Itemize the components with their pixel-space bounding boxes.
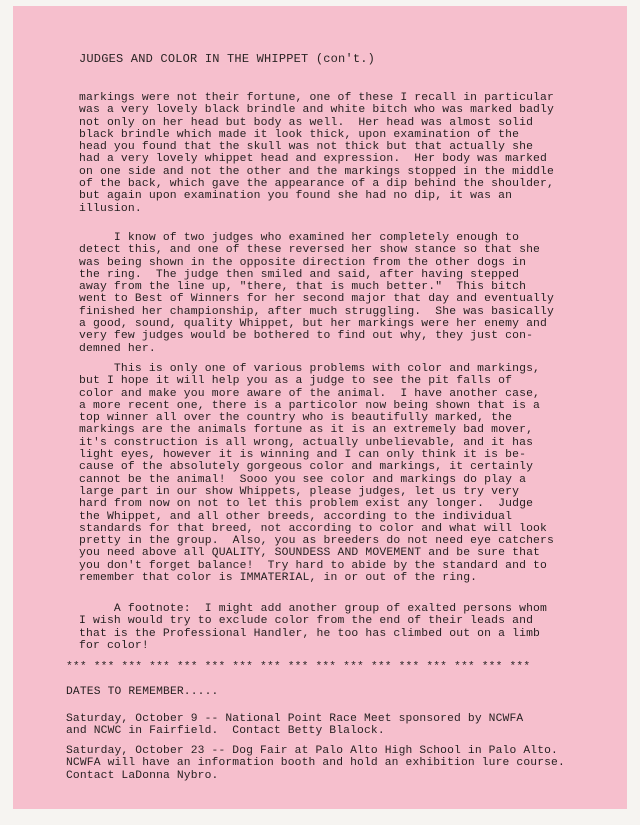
text-line: finished her championship, after much struggling. She was basically: [79, 305, 555, 318]
text-line: remember that color is IMMATERIAL, in or out of the ring.: [79, 572, 478, 585]
text-line: the ring. The judge then smiled and said, after having stepped: [79, 268, 520, 281]
text-line: markings are the animals fortune as it is an extremely bad mover,: [79, 424, 534, 437]
text-line: on one side and not the other and the markings stopped in the middle: [79, 165, 555, 178]
paragraph-4: [79, 603, 619, 652]
text-line: you need above all QUALITY, SOUNDESS AND MOVEMENT and be sure that: [79, 547, 541, 560]
text-line: pretty in the group. Also, you as breeders do not need eye catchers: [79, 535, 555, 548]
text-line: you don't forget balance! Try hard to abide by the standard and to: [79, 559, 548, 572]
text-line: but I hope it will help you as a judge to see the pit falls of: [79, 375, 513, 388]
text-line: not only on her head but body as well. Her head was almost solid: [79, 116, 534, 129]
text-line: had a very lovely whippet head and expression. Her body was marked: [79, 153, 548, 166]
text-line: of the back, which gave the appearance of a dip behind the shoulder,: [79, 178, 555, 191]
text-line: A footnote: I might add another group of exalted persons whom: [79, 603, 548, 615]
event-2: [66, 745, 626, 782]
text-line: cause of the absolutely gorgeous color and markings, it certainly: [79, 461, 534, 474]
text-line: hard from now on not to let this problem exist any longer. Judge: [79, 498, 534, 511]
text-line: went to Best of Winners for her second major that day and eventually: [79, 293, 555, 306]
paragraph-3: [79, 363, 619, 584]
event-line: Contact LaDonna Nybro.: [66, 769, 219, 782]
text-line: it's construction is all wrong, actually unbelievable, and it has: [79, 436, 534, 449]
text-line: top winner all over the country who is beautifully marked, the: [79, 412, 513, 425]
text-line: black brindle which made it look thick, upon examination of the: [79, 128, 520, 141]
text-line: a more recent one, there is a particolor now being shown that is a: [79, 399, 541, 412]
event-line: Saturday, October 9 -- National Point Race Meet sponsored by NCWFA: [66, 713, 524, 725]
text-line: for color!: [79, 639, 149, 652]
text-line: the Whippet, and all other breeds, according to the individual: [79, 510, 513, 523]
dates-title: DATES TO REMEMBER.....: [66, 686, 219, 698]
text-line: I wish would try to exclude color from the end of their leads and: [79, 615, 534, 628]
text-line: standards for that breed, not according to color and what will look: [79, 522, 548, 535]
text-line: but again upon examination you found she had no dip, it was an: [79, 190, 513, 203]
document-page: [13, 6, 627, 809]
text-line: color and make you more aware of the animal. I have another case,: [79, 387, 541, 400]
separator-stars: [66, 661, 626, 673]
event-line: NCWFA will have an information booth and hold an exhibition lure course.: [66, 757, 565, 770]
text-line: was being shown in the opposite direction from the other dogs in: [79, 256, 527, 269]
paragraph-2: [79, 232, 619, 355]
text-line: markings were not their fortune, one of these I recall in particular: [79, 92, 555, 104]
dates-section: [66, 686, 626, 698]
paragraph-1: [79, 92, 619, 215]
text-line: demned her.: [79, 342, 156, 355]
text-line: away from the line up, "there, that is much better." This bitch: [79, 281, 527, 294]
event-line: and NCWC in Fairfield. Contact Betty Blalock.: [66, 725, 385, 738]
text-line: This is only one of various problems with color and markings,: [79, 363, 541, 375]
text-line: head you found that the skull was not thick but that actually she: [79, 141, 534, 154]
separator-line: *** *** *** *** *** *** *** *** *** *** *** *** *** *** *** *** ***: [66, 661, 531, 673]
text-line: illusion.: [79, 202, 142, 215]
text-line: cannot be the animal! Sooo you see color and markings do play a: [79, 473, 527, 486]
text-line: very few judges would be bothered to find out why, they just con-: [79, 330, 534, 343]
text-line: I know of two judges who examined her completely enough to: [79, 232, 520, 244]
page-heading: JUDGES AND COLOR IN THE WHIPPET (con't.): [79, 52, 376, 66]
text-line: light eyes, however it is winning and I can only think it is be-: [79, 449, 527, 462]
text-line: was a very lovely black brindle and white bitch who was marked badly: [79, 104, 555, 117]
text-line: that is the Professional Handler, he too has climbed out on a limb: [79, 627, 541, 640]
event-line: Saturday, October 23 -- Dog Fair at Palo Alto High School in Palo Alto.: [66, 745, 558, 757]
event-1: [66, 713, 626, 738]
text-line: a good, sound, quality Whippet, but her markings were her enemy and: [79, 318, 548, 331]
text-line: large part in our show Whippets, please judges, let us try very: [79, 485, 520, 498]
text-line: detect this, and one of these reversed her show stance so that she: [79, 244, 541, 257]
